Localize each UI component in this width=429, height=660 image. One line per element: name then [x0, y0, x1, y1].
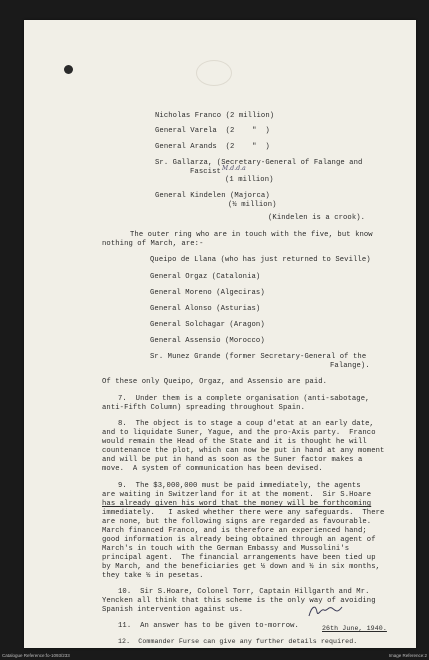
para9-line: they take ½ in pesetas.	[102, 572, 204, 580]
para10-line: 10. Sir S.Hoare, Colonel Torr, Captain Hillgarth and Mr.	[118, 588, 370, 596]
catalogue-reference: Catalogue Reference:fo-1093/233	[2, 653, 70, 658]
outer-ring-item: General Assensio (Morocco)	[150, 337, 265, 345]
para9-line: has already given his word that the money will be forthcoming	[102, 500, 372, 508]
signature	[306, 602, 346, 620]
para7-line: anti-Fifth Column) spreading throughout Spain.	[102, 404, 306, 412]
para10-line: Spanish intervention against us.	[102, 606, 244, 614]
name-line: Fascist	[190, 168, 221, 176]
para12-line: 12. Commander Furse can give any further details required.	[118, 638, 358, 645]
para10-line: Yencken all think that this scheme is the only way of avoiding	[102, 597, 376, 605]
outer-ring-item: General Moreno (Algeciras)	[150, 289, 265, 297]
para11-line: 11. An answer has to be given to-morrow.	[118, 622, 299, 630]
name-line: (1 million)	[225, 176, 274, 184]
name-line: (Kindelen is a crook).	[268, 214, 366, 222]
paragraph-line: nothing of March, are:-	[102, 240, 204, 248]
outer-ring-item: Falange).	[330, 362, 370, 370]
para8-line: and will be put in hand as soon as the Suner factor makes a	[102, 456, 363, 464]
para9-line: principal agent. The financial arrangements have been tied up	[102, 554, 376, 562]
outer-ring-item: Sr. Munez Grande (former Secretary-General of the	[150, 353, 367, 361]
name-line: General Kindelen (Majorca)	[155, 192, 270, 200]
para9-line: March's in touch with the German Embassy and Mussolini's	[102, 545, 350, 553]
para9-line: by March, and the beneficiaries get ½ down and ½ in six months,	[102, 563, 381, 571]
outer-ring-item: General Alonso (Asturias)	[150, 305, 261, 313]
para9-line: are none, but the following signs are regarded as favourable.	[102, 518, 372, 526]
paragraph-line: Of these only Queipo, Orgaz, and Assensio are paid.	[102, 378, 328, 386]
handwritten-note: M.d.d.a	[222, 165, 246, 172]
punch-hole	[64, 65, 73, 74]
image-reference: Image Reference:2	[388, 653, 427, 658]
para8-line: countenance the plot, which can now be put in hand at any moment	[102, 447, 385, 455]
para9-line: are waiting in Switzerland for it at the moment. Sir S.Hoare	[102, 491, 372, 499]
name-line: General Varela (2 " )	[155, 127, 270, 135]
para9-line: 9. The $3,000,000 must be paid immediately, the agents	[118, 482, 361, 490]
para8-line: 8. The object is to stage a coup d'etat at an early date,	[118, 420, 374, 428]
embossed-crest	[196, 60, 232, 86]
name-line: Nicholas Franco (2 million)	[155, 112, 275, 120]
para8-line: would remain the Head of the State and it is thought he will	[102, 438, 367, 446]
outer-ring-item: Queipo de Llana (who has just returned to Seville)	[150, 256, 371, 264]
name-line: General Arands (2 " )	[155, 143, 270, 151]
para7-line: 7. Under them is a complete organisation (anti-sabotage,	[118, 395, 370, 403]
para8-line: and to liquidate Suner, Yague, and the pro-Axis party. Franco	[102, 429, 376, 437]
para9-line: March financed Franco, and is therefore an experienced hand;	[102, 527, 367, 535]
para9-line: immediately. I asked whether there were any safeguards. There	[102, 509, 385, 517]
paragraph-line: The outer ring who are in touch with the five, but know	[130, 231, 373, 239]
document-date: 26th June, 1940.	[322, 625, 387, 632]
outer-ring-item: General Orgaz (Catalonia)	[150, 273, 261, 281]
name-line: Sr. Gallarza, (Secretary-General of Falange and	[155, 159, 363, 167]
para9-line: good information is already being obtained through an agent of	[102, 536, 376, 544]
name-line: (½ million)	[228, 201, 277, 209]
para8-line: move. A system of communication has been devised.	[102, 465, 323, 473]
outer-ring-item: General Solchagar (Aragon)	[150, 321, 265, 329]
